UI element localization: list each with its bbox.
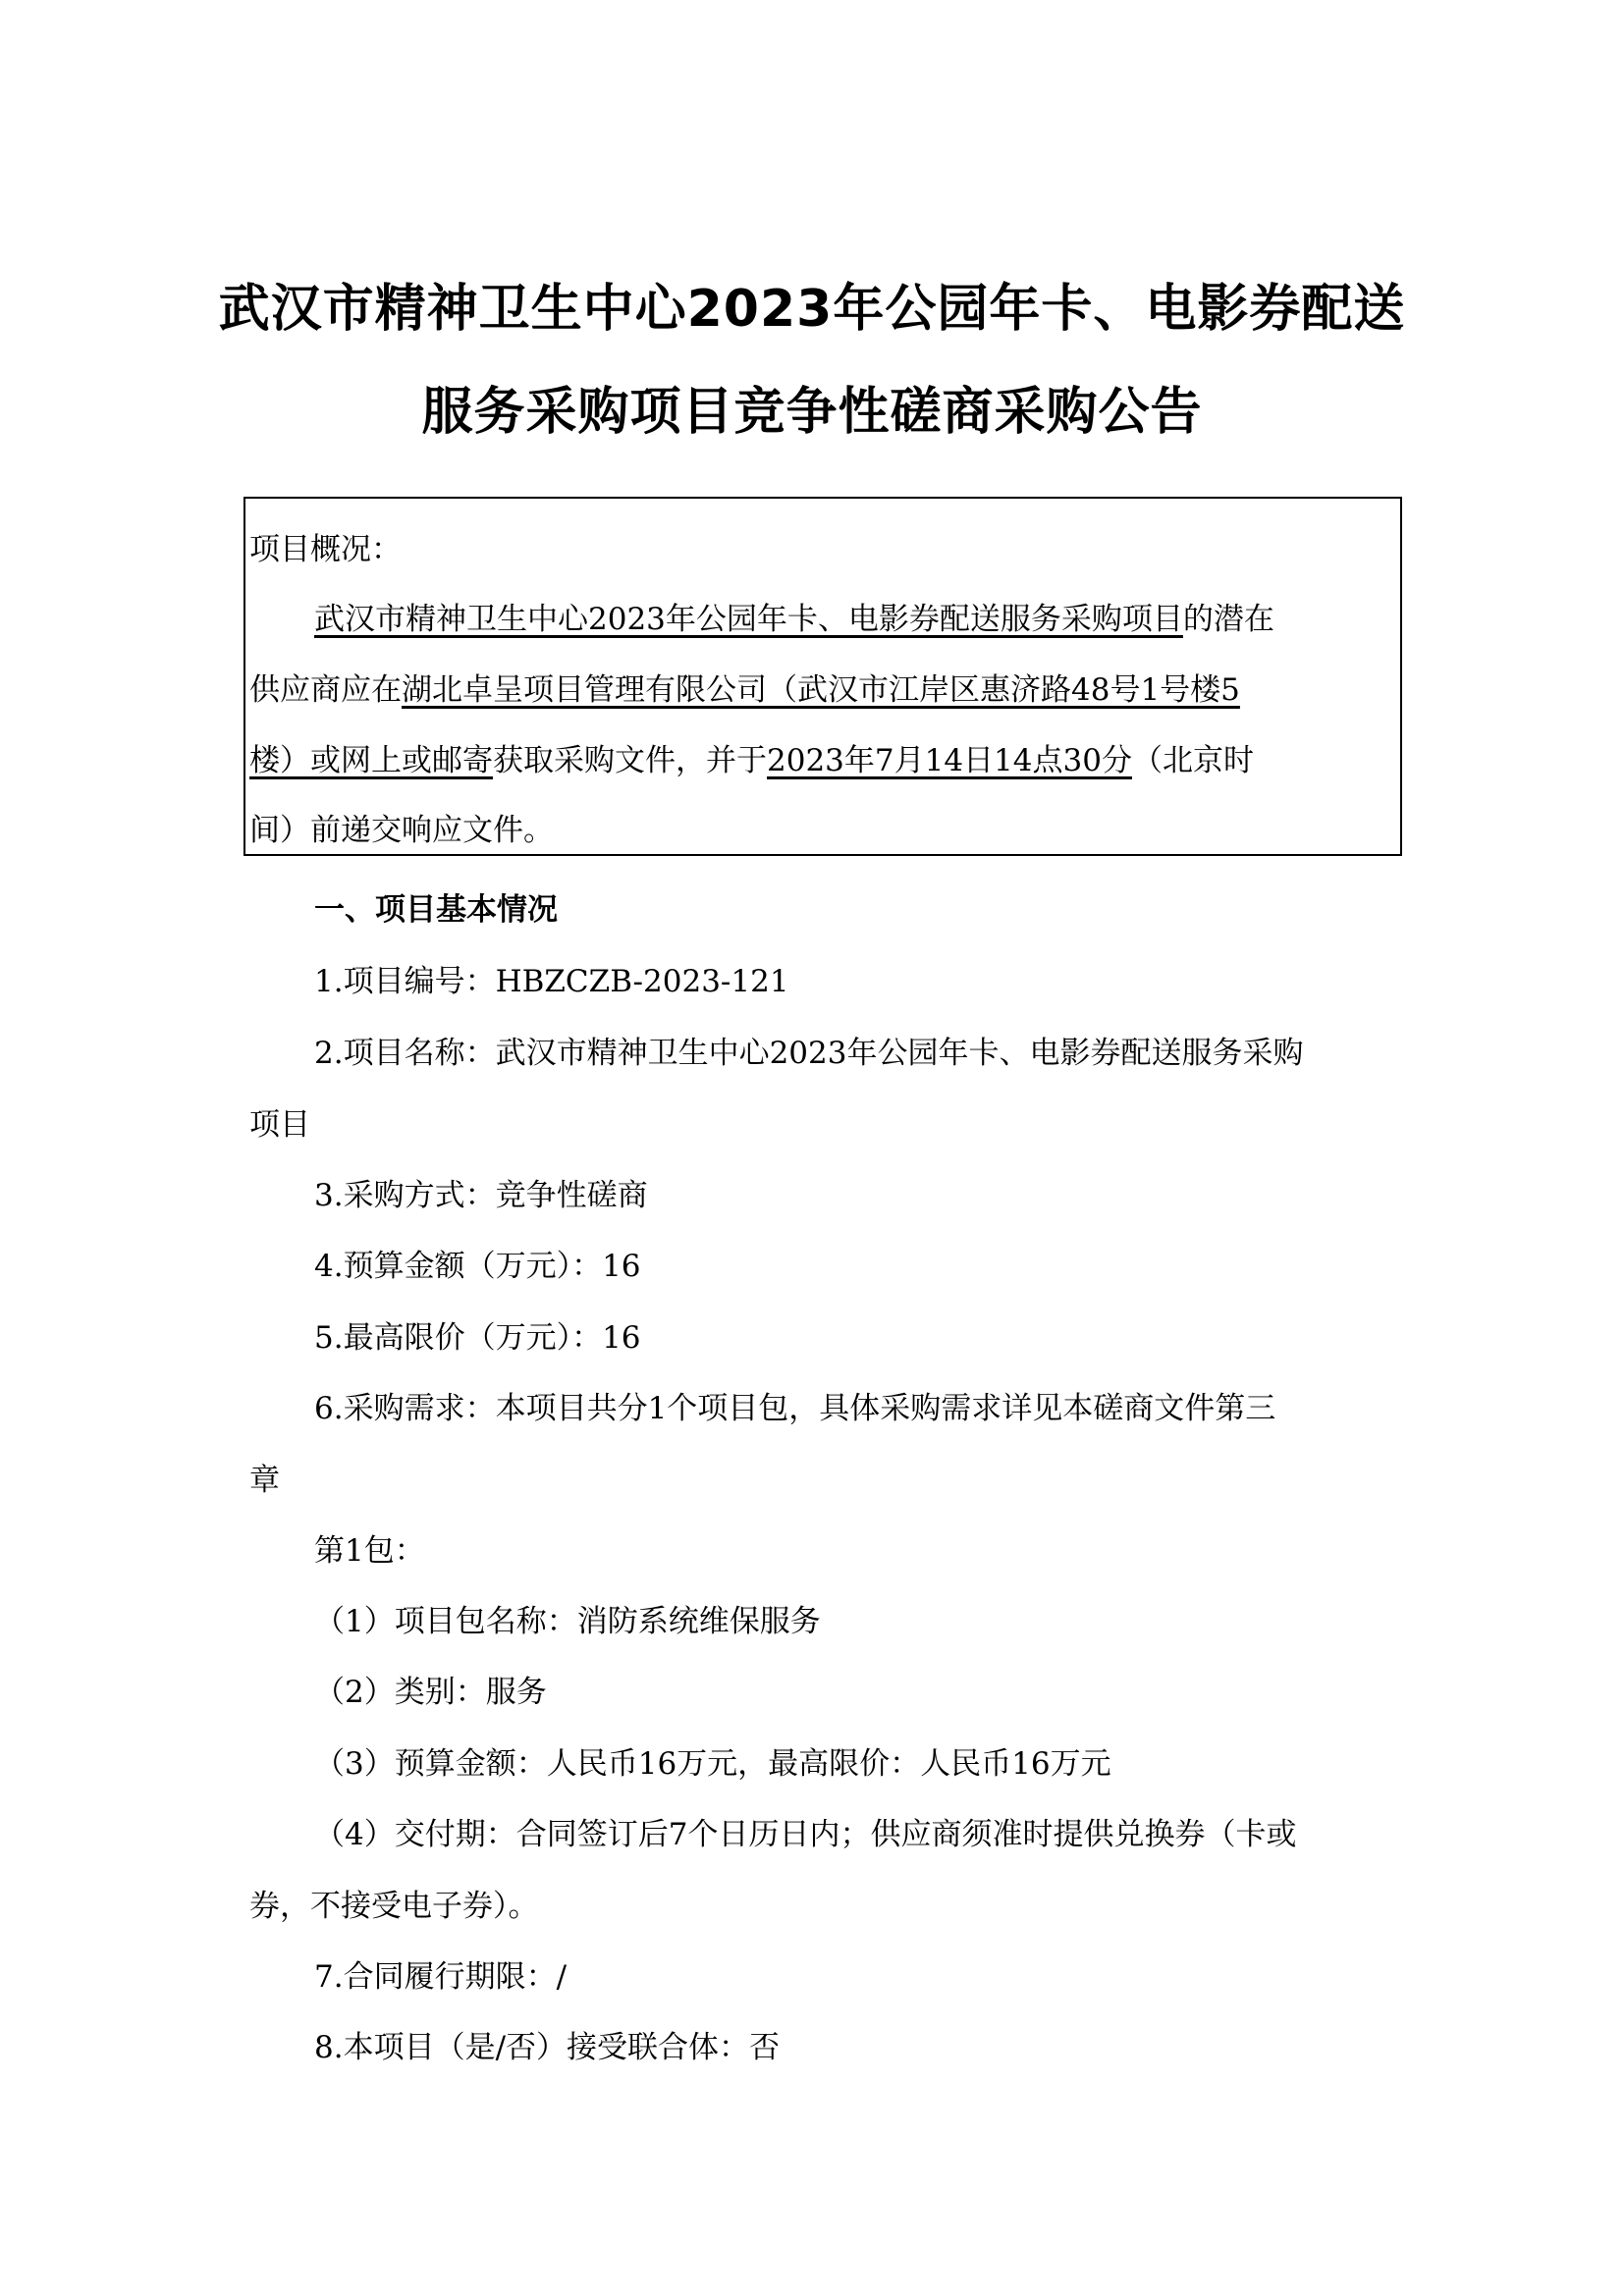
project-name-underlined: 武汉市精神卫生中心2023年公园年卡、电影券配送服务采购项目 <box>314 602 1183 637</box>
item-requirements-cont: 章 <box>249 1463 280 1498</box>
overview-line-4: 间）前递交响应文件。 <box>249 813 554 848</box>
package-budget: （3）预算金额：人民币16万元，最高限价：人民币16万元 <box>314 1746 1111 1782</box>
item-requirements: 6.采购需求：本项目共分1个项目包，具体采购需求详见本磋商文件第三 <box>314 1391 1276 1426</box>
overview-line-1 <box>314 600 1274 639</box>
deadline-underlined: 2023年7月14日14点30分 <box>767 743 1132 778</box>
overview-heading: 项目概况： <box>249 532 402 567</box>
item-contract-term: 7.合同履行期限：/ <box>314 1959 568 1995</box>
overview-line-2 <box>249 670 1240 710</box>
location-underlined: 湖北卓呈项目管理有限公司（武汉市江岸区惠济路48号1号楼5 <box>402 672 1240 708</box>
item-procurement-method: 3.采购方式：竞争性磋商 <box>314 1178 648 1213</box>
item-max-price: 5.最高限价（万元）：16 <box>314 1320 641 1356</box>
overview-text: 供应商应在 <box>249 672 402 708</box>
package-delivery-cont: 券，不接受电子券）。 <box>249 1889 539 1924</box>
item-project-number: 1.项目编号：HBZCZB-2023-121 <box>314 964 789 999</box>
item-project-name-cont: 项目 <box>249 1107 310 1143</box>
item-consortium: 8.本项目（是/否）接受联合体：否 <box>314 2030 781 2065</box>
package-name: （1）项目包名称：消防系统维保服务 <box>314 1604 821 1639</box>
item-budget: 4.预算金额（万元）：16 <box>314 1249 641 1284</box>
overview-text: 的潜在 <box>1182 602 1274 637</box>
overview-text: 获取采购文件，并于 <box>493 743 767 778</box>
document-title-line-2: 服务采购项目竞争性磋商采购公告 <box>421 383 1203 442</box>
package-delivery: （4）交付期：合同签订后7个日历日内；供应商须准时提供兑换券（卡或 <box>314 1817 1297 1852</box>
package-heading: 第1包： <box>314 1533 425 1569</box>
section-heading: 一、项目基本情况 <box>314 892 558 928</box>
package-category: （2）类别：服务 <box>314 1675 547 1710</box>
overview-text: （北京时 <box>1131 743 1254 778</box>
document-title-line-1: 武汉市精神卫生中心2023年公园年卡、电影券配送 <box>218 280 1406 339</box>
item-project-name: 2.项目名称：武汉市精神卫生中心2023年公园年卡、电影券配送服务采购 <box>314 1036 1304 1071</box>
overview-line-3 <box>249 741 1254 780</box>
location-underlined: 楼）或网上或邮寄 <box>249 743 493 778</box>
